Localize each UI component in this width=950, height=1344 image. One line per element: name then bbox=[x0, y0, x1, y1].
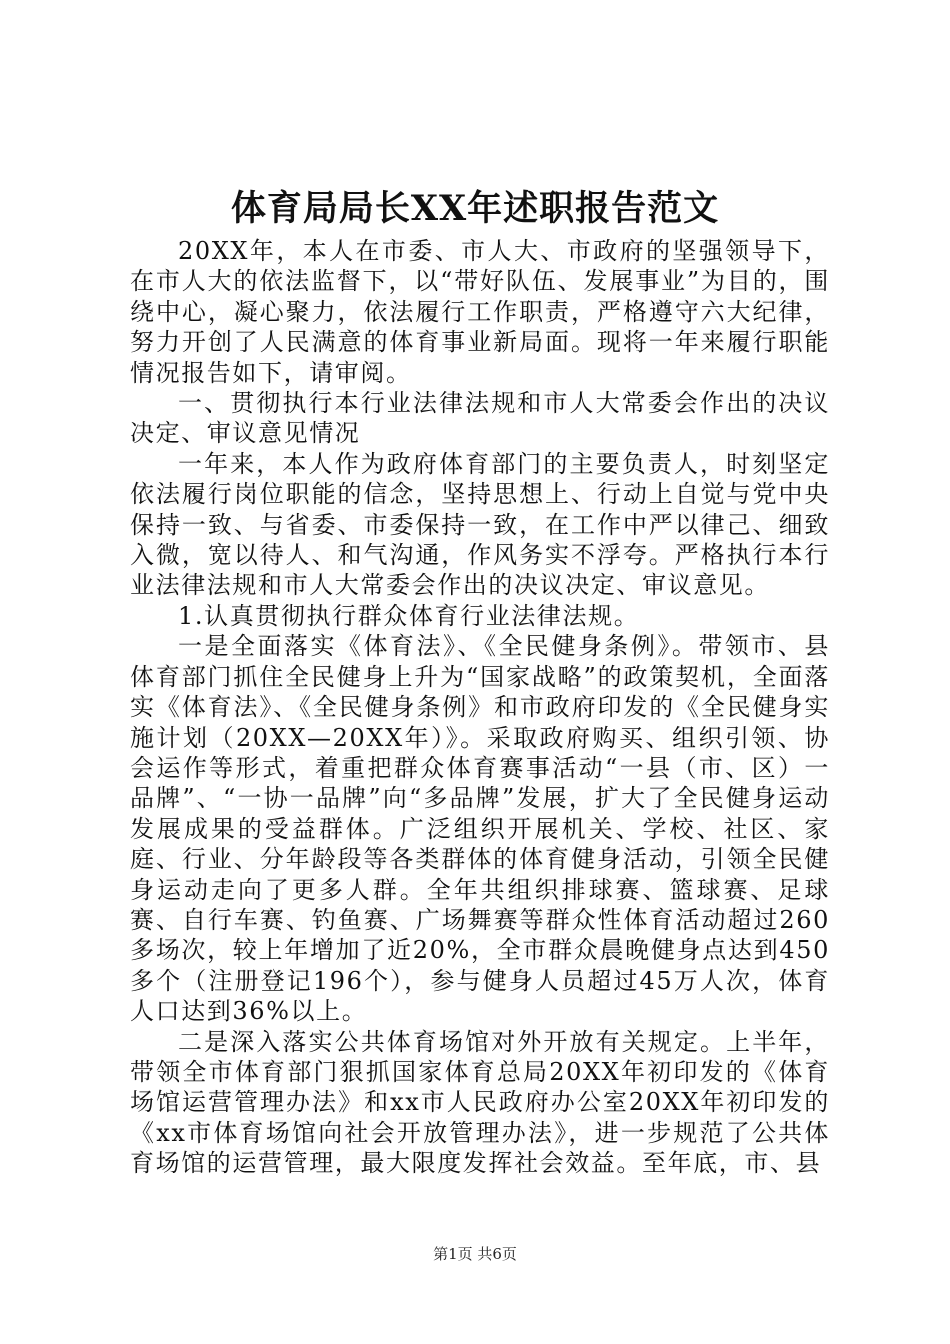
paragraph-point-1: 一是全面落实《体育法》、《全民健身条例》。带领市、县体育部门抓住全民健身上升为“国家战略”的政策契机，全面落实《体育法》、《全民健身条例》和市政府印发的《全民健身实施计划（20XX—20XX年）》。采取政府购买、组织引领、协会运作等形式，着重把群众体育赛事活动“一县（市、区）一品牌”、“一协一品牌”向“多品牌”发展，扩大了全民健身运动发展成果的受益群体。广泛组织开展机关、学校、社区、家庭、行业、分年龄段等各类群体的体育健身活动，引领全民健身运动走向了更多人群。全年共组织排球赛、篮球赛、足球赛、自行车赛、钓鱼赛、广场舞赛等群众性体育活动超过260多场次，较上年增加了近20%，全市群众晨晚健身点达到450多个（注册登记196个），参与健身人员超过45万人次，体育人口达到36%以上。 bbox=[130, 632, 830, 1026]
document-body bbox=[130, 236, 830, 1179]
section-heading-1: 一、贯彻执行本行业法律法规和市人大常委会作出的决议决定、审议意见情况 bbox=[130, 389, 830, 448]
page-footer: 第1页 共6页 bbox=[433, 1245, 517, 1263]
document-title: 体育局局长XX年述职报告范文 bbox=[230, 188, 720, 229]
subsection-heading-1: 1.认真贯彻执行群众体育行业法律法规。 bbox=[178, 601, 640, 630]
paragraph-intro: 20XX年，本人在市委、市人大、市政府的坚强领导下，在市人大的依法监督下，以“带好队伍、发展事业”为目的，围绕中心，凝心聚力，依法履行工作职责，严格遵守六大纪律，努力开创了人民满意的体育事业新局面。现将一年来履行职能情况报告如下，请审阅。 bbox=[130, 237, 830, 387]
paragraph-section-1: 一年来，本人作为政府体育部门的主要负责人，时刻坚定依法履行岗位职能的信念，坚持思想上、行动上自觉与党中央保持一致、与省委、市委保持一致，在工作中严以律己、细致入微，宽以待人、和气沟通，作风务实不浮夸。严格执行本行业法律法规和市人大常委会作出的决议决定、审议意见。 bbox=[130, 449, 830, 600]
paragraph-point-2: 二是深入落实公共体育场馆对外开放有关规定。上半年，带领全市体育部门狠抓国家体育总局20XX年初印发的《体育场馆运营管理办法》和xx市人民政府办公室20XX年初印发的《xx市体育场馆向社会开放管理办法》，进一步规范了公共体育场馆的运营管理，最大限度发挥社会效益。至年底，市、县 bbox=[130, 1027, 830, 1178]
